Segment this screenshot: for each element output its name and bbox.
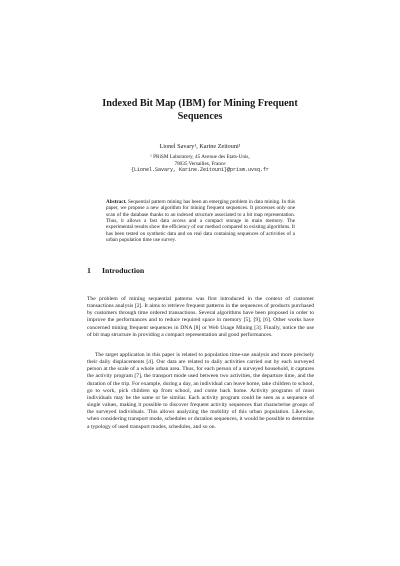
abstract-label: Abstract. [106, 199, 127, 205]
paper-title: Indexed Bit Map (IBM) for Mining Frequent Sequences [102, 98, 298, 122]
paper-authors: Lionel Savary¹, Karine Zeitouni¹ [159, 143, 241, 150]
body-paragraph-2: The target application in this paper is related to population time-use analysis and more precisely their daily displacements [4]. Our data are related to daily activities carried out by each surveyed person at the scale of a whole urban area. Thus, for each person of a surveyed household, it captures the activity program [7], the transport mode used between two activities, the departure time, and the duration of the trip. For example, during a day, an individual can leave home, take children to school, go to work, pick children up from school, and come back home. Activity programs of most individuals may be the same or be similar. Each activity program could be seen as a sequence of single values, making it possible to discover frequent activity sequences that characterise groups of the surveyed individuals. This allows analyzing the mobility of this urban population. Likewise, when considering transport mode, schedules or duration sequences, it would be possible to determine a typology of used transport modes, schedules, and so on. [87, 352, 314, 430]
section-number: 1 [87, 266, 91, 275]
affiliation-line-2: 78035 Versailles, France [174, 160, 226, 167]
affiliation-line-1: ¹ PRiSM Laboratory, 45 Avenue des Etats-Unis, [150, 154, 250, 160]
body-paragraph-1: The problem of mining sequential patterns was first introduced in the context of customer transactions analysis [2]. It aims to retrieve frequent patterns in the sequences of products purchased by customers through time ordered transactions. Several algorithms have been proposed in order to improve the performances and to reduce required space in memory [5], [9], [6]. Other works have concerned mining frequent sequences in DNA [8] or Web Usage Mining [3]. Finally, notice the use of bit map structure in providing a compact representation and good performances. [87, 296, 314, 338]
abstract-text: Sequential pattern mining has been an emerging problem in data mining. In this paper, we propose a new algorithm for mining frequent sequences. It processes only one scan of the database thanks to an indexed structure associated to a bit map representation. Thus, it allows a fast data access and a compact storage in main memory. The experimental results show the efficiency of our method compared to existing algorithms. It has been tested on synthetic data and on real data containing sequences of activities of a urban population time use survey. [106, 199, 296, 244]
author-email: {Lionel.Savary, Karine.Zeitouni}@prism.uvsq.fr [130, 167, 270, 174]
section-title: Introduction [101, 266, 145, 275]
abstract [106, 199, 295, 243]
affiliation-block [70, 154, 330, 174]
section-heading [87, 266, 144, 276]
